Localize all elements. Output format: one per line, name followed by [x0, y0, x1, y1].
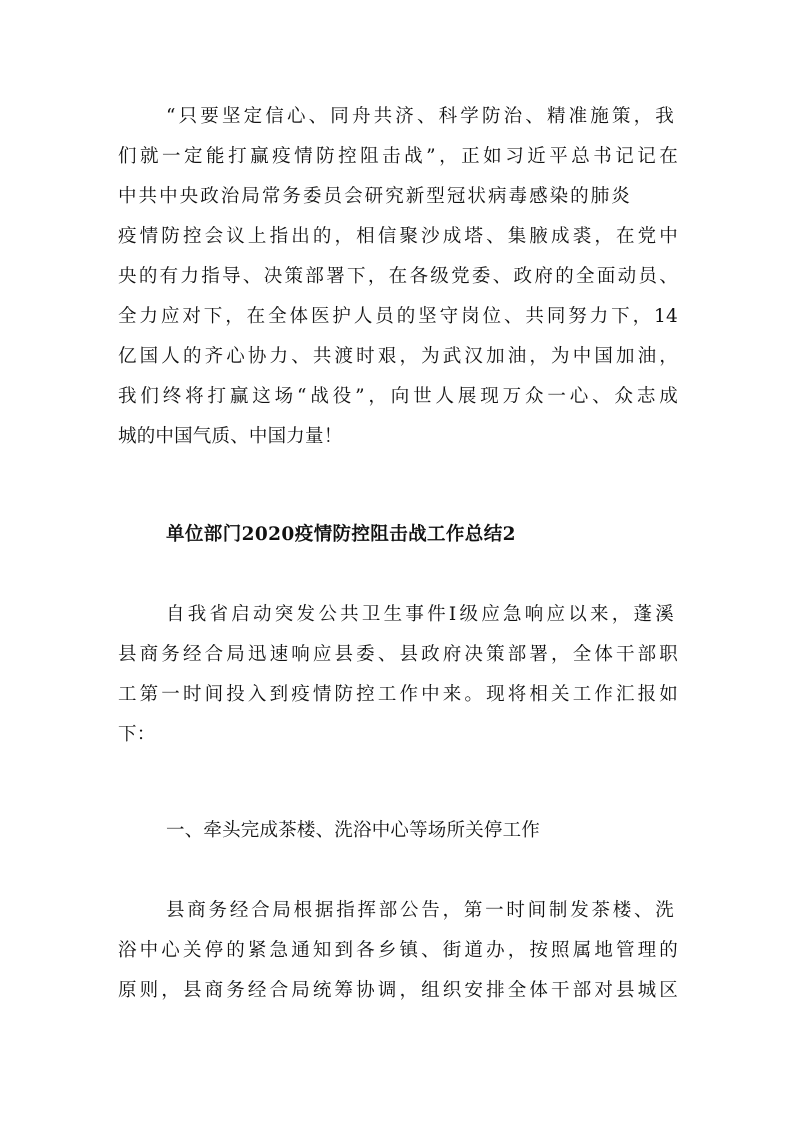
paragraph-3-line-2: 浴中心关停的紧急通知到各乡镇、街道办，按照属地管理的 — [118, 940, 678, 961]
paragraph-2-line-2: 县商务经合局迅速响应县委、县政府决策部署，全体干部职 — [118, 644, 678, 665]
paragraph-1-line-3: 中共中央政治局常务委员会研究新型冠状病毒感染的肺炎 — [118, 186, 630, 207]
paragraph-3-line-1: 县商务经合局根据指挥部公告，第一时间制发茶楼、洗 — [166, 900, 674, 921]
paragraph-1-line-8: 我们终将打赢这场“战役”，向世人展现万众一心、众志成 — [118, 386, 678, 407]
paragraph-2-line-3: 工第一时间投入到疫情防控工作中来。现将相关工作汇报如 — [118, 684, 678, 705]
paragraph-1-line-2: 们就一定能打赢疫情防控阻击战”，正如习近平总书记记在 — [118, 146, 678, 167]
paragraph-1-line-6: 全力应对下，在全体医护人员的坚守岗位、共同努力下，14 — [118, 306, 678, 327]
paragraph-2-line-4: 下： — [118, 724, 156, 745]
section-1-heading: 一、牵头完成茶楼、洗浴中心等场所关停工作 — [166, 820, 541, 841]
paragraph-2-line-1: 自我省启动突发公共卫生事件Ⅰ级应急响应以来，蓬溪 — [166, 604, 674, 625]
document-title: 单位部门2020疫情防控阻击战工作总结2 — [166, 524, 516, 545]
paragraph-1-line-4: 疫情防控会议上指出的，相信聚沙成塔、集腋成裘，在党中 — [118, 226, 678, 247]
paragraph-1-line-7: 亿国人的齐心协力、共渡时艰，为武汉加油，为中国加油， — [118, 346, 678, 367]
paragraph-3-line-3: 原则，县商务经合局统筹协调，组织安排全体干部对县城区 — [118, 980, 678, 1001]
paragraph-1-line-5: 央的有力指导、决策部署下，在各级党委、政府的全面动员、 — [118, 266, 678, 287]
paragraph-1-line-1: “只要坚定信心、同舟共济、科学防治、精准施策，我 — [166, 106, 674, 127]
paragraph-1-line-9: 城的中国气质、中国力量！ — [118, 426, 343, 447]
